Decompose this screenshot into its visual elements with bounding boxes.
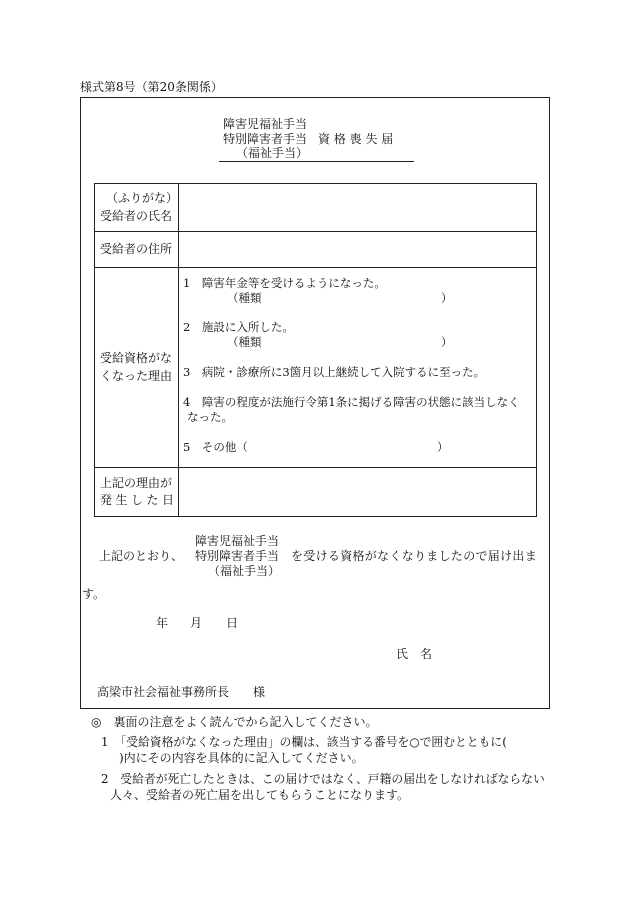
reason-label-line1: 受給資格がな	[100, 351, 173, 366]
reason-3[interactable]: 3 病院・診療所に3箇月以上継続して入院するに至った。	[183, 365, 486, 379]
statement-allowance-2: 特別障害者手当	[195, 549, 280, 563]
name-label-cell	[95, 184, 179, 232]
furigana-label: （ふりがな）	[106, 191, 179, 206]
title-line1: 障害児福祉手当	[223, 117, 308, 131]
reason-label-line2: くなった理由	[100, 368, 173, 383]
notes-header: ◎ 裏面の注意をよく読んでから記入してください。	[91, 715, 378, 729]
statement-prefix: 上記のとおり、	[99, 549, 184, 563]
recipient-address-label: 受給者の住所	[100, 241, 173, 256]
applicant-name-label: 氏 名	[396, 647, 433, 661]
char: し	[130, 493, 143, 507]
statement-allowance-1: 障害児福祉手当	[195, 534, 280, 548]
note-1-line2: )内にその内容を具体的に記入してください。	[119, 751, 364, 765]
reason-2[interactable]: 2 施設に入所した。	[183, 320, 294, 334]
reason-2-kind: （種類	[227, 335, 262, 349]
reason-field[interactable]	[179, 268, 537, 468]
reason-5[interactable]: 5 その他（	[183, 440, 248, 454]
date-month-label: 月	[190, 616, 203, 630]
char: 生	[115, 493, 128, 507]
reason-1-kind-close: ）	[441, 291, 453, 305]
date-occurred-label-line1: 上記の理由が	[100, 475, 173, 490]
statement-allowance-3: （福祉手当）	[208, 564, 281, 578]
recipient-address-field[interactable]	[179, 232, 537, 268]
note-2-line2: 人々、受給者の死亡届を出してもらうことになります。	[110, 788, 410, 802]
reason-2-kind-close: ）	[441, 335, 453, 349]
note-1-line1: 1 「受給資格がなくなった理由」の欄は、該当する番号を○で囲むとともに(	[101, 735, 507, 749]
form-table	[94, 183, 537, 517]
statement-suffix: を受ける資格がなくなりましたので届け出ま	[291, 549, 538, 563]
reason-4-line1[interactable]: 4 障害の程度が法施行令第1条に掲げる障害の状態に該当しなく	[183, 395, 520, 409]
reason-list	[179, 268, 536, 467]
note-2-line1: 2 受給者が死亡したときは、この届けではなく、戸籍の届出をしなければならない	[101, 772, 545, 786]
statement-continuation: す。	[82, 587, 106, 601]
reason-4-line2: なった。	[187, 410, 233, 424]
recipient-name-field[interactable]	[179, 184, 537, 232]
form-number: 様式第8号（第20条関係）	[80, 80, 223, 94]
address-label-cell	[95, 232, 179, 268]
reason-label-cell	[95, 268, 179, 468]
form-title: 資 格 喪 失 届	[318, 132, 394, 146]
date-day-label: 日	[226, 616, 239, 630]
reason-1-kind: （種類	[227, 291, 262, 305]
title-line3: （福祉手当）	[236, 146, 309, 160]
title-underline	[219, 161, 414, 162]
addressee: 高梁市社会福祉事務所長 様	[97, 685, 266, 699]
date-year-label: 年	[156, 616, 169, 630]
date-occurred-label-cell	[95, 468, 179, 517]
char: 発	[100, 493, 113, 507]
title-line2-left: 特別障害者手当	[223, 132, 308, 146]
reason-1[interactable]: 1 障害年金等を受けるようになった。	[183, 276, 386, 290]
char: 日	[161, 493, 174, 507]
char: た	[146, 493, 159, 507]
date-occurred-label-line2	[100, 492, 174, 509]
reason-5-close: ）	[437, 440, 449, 454]
recipient-name-label: 受給者の氏名	[100, 208, 173, 223]
date-occurred-field[interactable]	[179, 468, 537, 517]
